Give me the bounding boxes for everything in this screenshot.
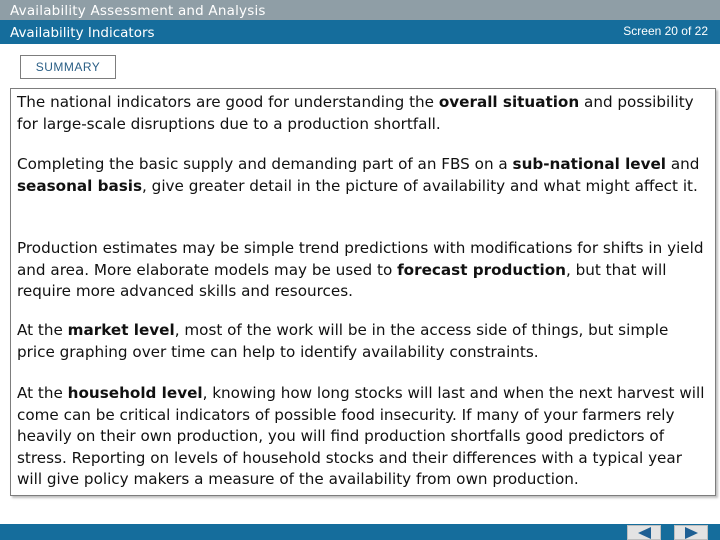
summary-content-panel xyxy=(10,88,716,496)
summary-paragraph xyxy=(17,154,709,197)
paragraph-text: and possibility for large-scale disruptions due to a production shortfall. xyxy=(17,93,694,133)
paragraph-text: and xyxy=(666,155,700,173)
section-title: Availability Indicators xyxy=(10,25,155,41)
footer-bar xyxy=(0,524,720,540)
course-title: Availability Assessment and Analysis xyxy=(10,3,266,19)
paragraph-text: , most of the work will be in the access side of things, but simple price graphing over time can help to identify availability constraints. xyxy=(17,321,669,361)
paragraph-text: , but that will require more advanced skills and resources. xyxy=(17,260,667,300)
emphasis-text: forecast production xyxy=(397,260,566,279)
paragraph-text: Production estimates may be simple trend predictions with modifications for shifts in yield and area. More elaborate models may be used to xyxy=(17,239,704,279)
paragraph-text: At the xyxy=(17,321,68,339)
paragraph-text: , knowing how long stocks will last and when the next harvest will come can be critical indicators of possible food insecurity. If many of your farmers rely heavily on their own production, you will find production shortfalls good predictors of stress. Reporting on levels of household stocks and their differences with a typical year will give policy makers a measure of the availability from own production. xyxy=(17,384,705,488)
triangle-right-icon xyxy=(685,527,698,539)
back-button[interactable] xyxy=(627,525,661,540)
summary-paragraph xyxy=(17,320,709,363)
paragraph-text: Completing the basic supply and demanding part of an FBS on a xyxy=(17,155,513,173)
summary-paragraph xyxy=(17,383,709,491)
summary-tab[interactable]: SUMMARY xyxy=(20,55,116,79)
next-button[interactable] xyxy=(674,525,708,540)
triangle-left-icon xyxy=(638,527,651,539)
paragraph-text: The national indicators are good for understanding the xyxy=(17,93,439,111)
screen-counter: Screen 20 of 22 xyxy=(623,24,708,38)
emphasis-text: sub-national level xyxy=(512,155,666,173)
emphasis-text: household level xyxy=(67,384,203,402)
course-title-bar xyxy=(0,0,720,20)
emphasis-text: overall situation xyxy=(438,93,580,111)
summary-paragraph xyxy=(17,92,709,135)
paragraph-text: At the xyxy=(17,384,68,402)
emphasis-text: seasonal basis xyxy=(17,176,143,195)
paragraph-text: , give greater detail in the picture of availability and what might affect it. xyxy=(142,176,698,195)
summary-paragraph xyxy=(17,238,709,303)
section-header-bar xyxy=(0,20,720,44)
emphasis-text: market level xyxy=(67,321,175,339)
